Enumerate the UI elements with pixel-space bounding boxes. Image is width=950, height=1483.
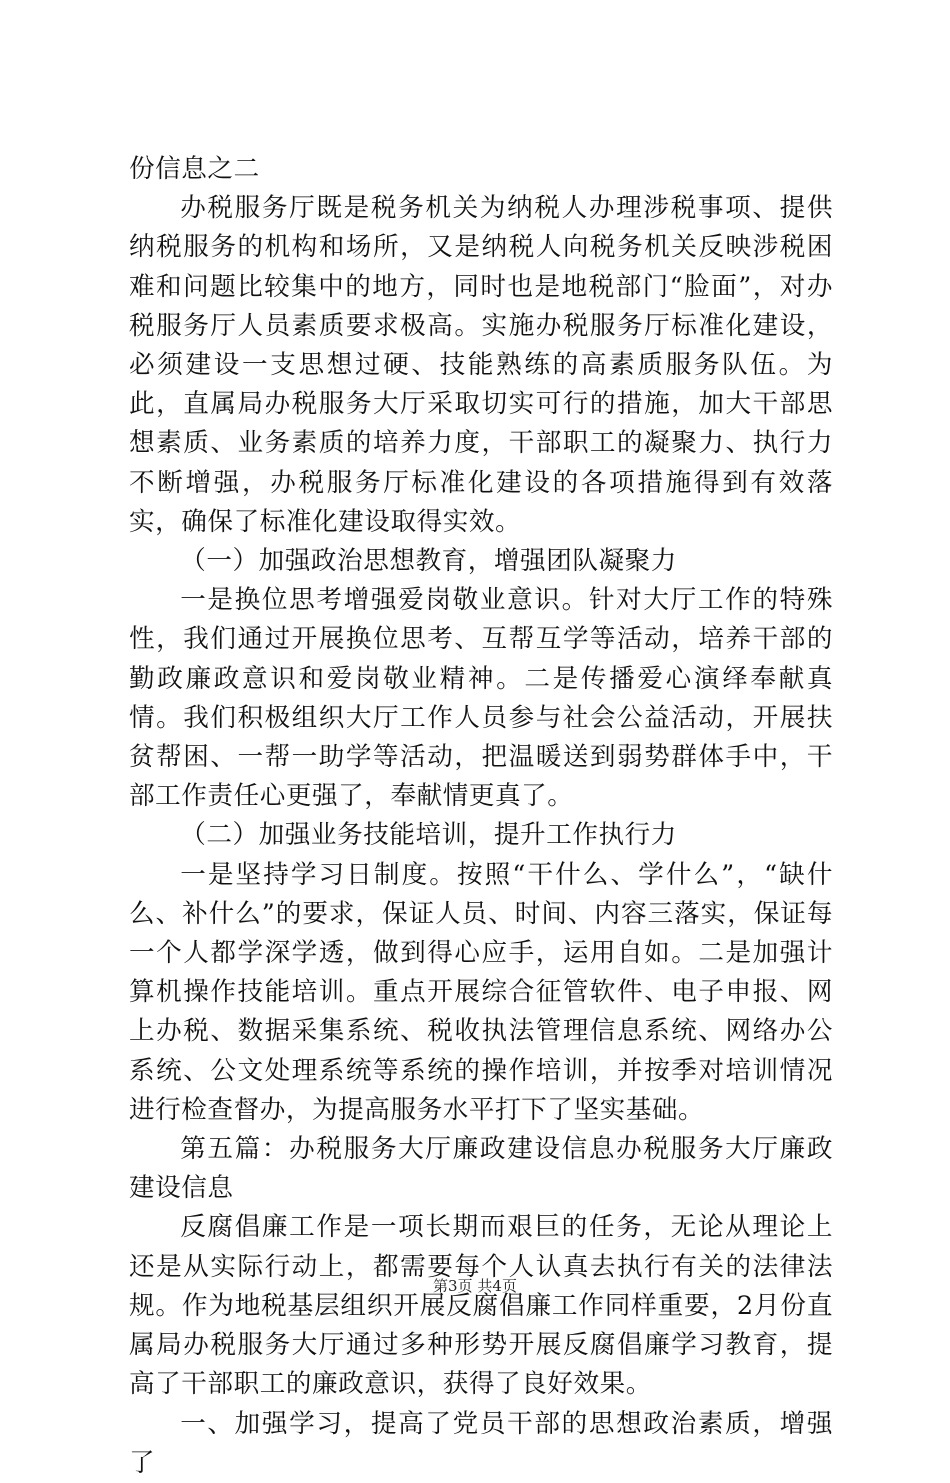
paragraph: 一、加强学习，提高了党员干部的思想政治素质，增强了 xyxy=(129,1408,833,1478)
page-suffix: 页 xyxy=(457,1277,473,1295)
paragraph: 一是坚持学习日制度。按照“干什么、学什么”，“缺什么、补什么”的要求，保证人员、时间、内容三落实，保证每一个人都学深学透，做到得心应手，运用自如。二是加强计算机操作技能培训。重点开展综合征管软件、电子申报、网上办税、数据采集系统、税收执法管理信息系统、网络办公系统、公文处理系统等系统的操作培训，并按季对培训情况进行检查督办，为提高服务水平打下了坚实基础。 xyxy=(129,859,833,1125)
page-number: 3 xyxy=(448,1277,458,1295)
section-heading: （一）加强政治思想教育，增强团队凝聚力 xyxy=(180,546,677,577)
page-footer xyxy=(0,1276,950,1296)
chapter-title: 第五篇：办税服务大厅廉政建设信息办税服务大厅廉政建设信息 xyxy=(129,1134,833,1204)
total-pages: 4 xyxy=(492,1277,502,1295)
total-prefix: 共 xyxy=(477,1277,493,1295)
paragraph: 办税服务厅既是税务机关为纳税人办理涉税事项、提供纳税服务的机构和场所，又是纳税人向税务机关反映涉税困难和问题比较集中的地方，同时也是地税部门“脸面”，对办税服务厅人员素质要求极高。实施办税服务厅标准化建设，必须建设一支思想过硬、技能熟练的高素质服务队伍。为此，直属局办税服务大厅采取切实可行的措施，加大干部思想素质、业务素质的培养力度，干部职工的凝聚力、执行力不断增强，办税服务厅标准化建设的各项措施得到有效落实，确保了标准化建设取得实效。 xyxy=(129,193,833,537)
page-prefix: 第 xyxy=(433,1277,449,1295)
paragraph: 一是换位思考增强爱岗敬业意识。针对大厅工作的特殊性，我们通过开展换位思考、互帮互学等活动，培养干部的勤政廉政意识和爱岗敬业精神。二是传播爱心演绎奉献真情。我们积极组织大厅工作人员参与社会公益活动，开展扶贫帮困、一帮一助学等活动，把温暖送到弱势群体手中，干部工作责任心更强了，奉献情更真了。 xyxy=(129,585,833,812)
total-suffix: 页 xyxy=(501,1277,517,1295)
paragraph: 份信息之二 xyxy=(129,154,260,184)
paragraph: 反腐倡廉工作是一项长期而艰巨的任务，无论从理论上还是从实际行动上，都需要每个人认真去执行有关的法律法规。作为地税基层组织开展反腐倡廉工作同样重要，2月份直属局办税服务大厅通过多种形势开展反腐倡廉学习教育，提高了干部职工的廉政意识，获得了良好效果。 xyxy=(129,1212,833,1400)
section-heading: （二）加强业务技能培训，提升工作执行力 xyxy=(180,820,677,851)
